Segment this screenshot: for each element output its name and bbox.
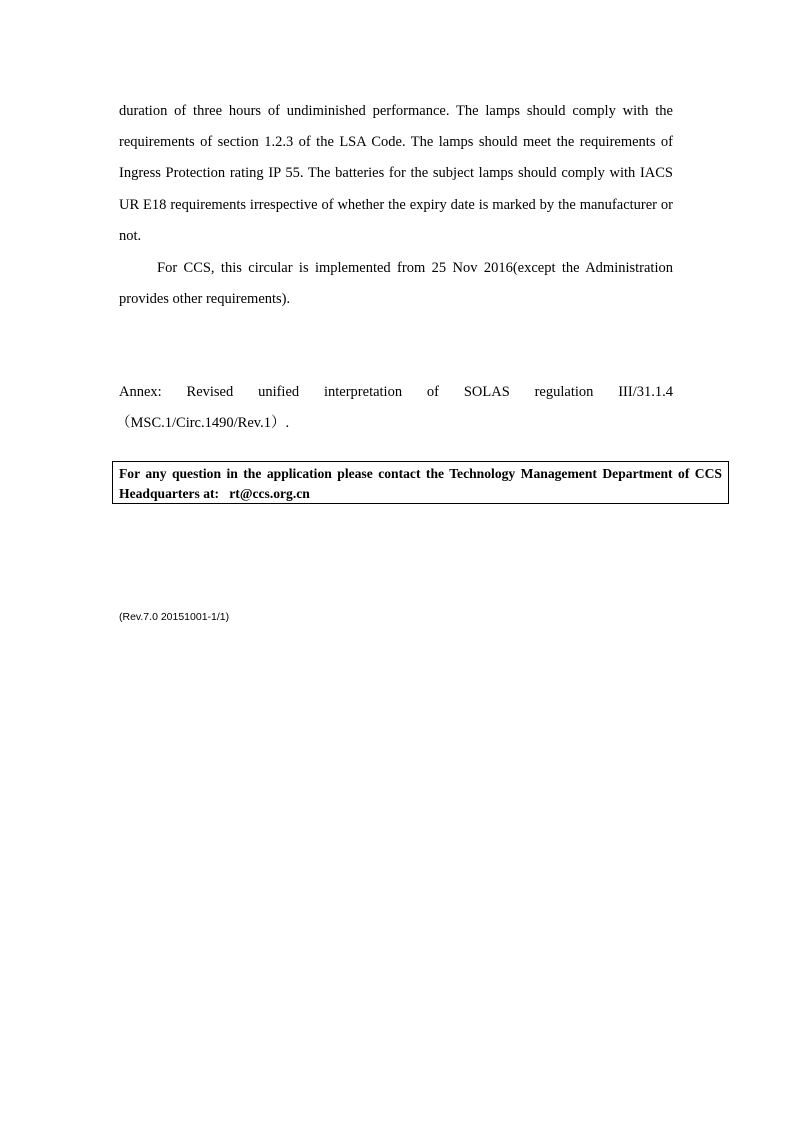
contact-headquarters-line [119, 484, 722, 504]
body-paragraph-2: For CCS, this circular is implemented from 25 Nov 2016(except the Administration provides other requirements). [119, 260, 673, 308]
headquarters-label: Headquarters at: [119, 486, 220, 501]
contact-notice-text: For any question in the application please contact the Technology Management Department of CCS [119, 466, 722, 481]
body-paragraph-1: duration of three hours of undiminished performance. The lamps should comply with the requirements of section 1.2.3 of the LSA Code. The lamps should meet the requirements of Ingress Protection rating IP 55. The batteries for the subject lamps should comply with IACS UR E18 requirements irrespective of whether the expiry date is marked by the manufacturer or not. [119, 103, 673, 244]
annex-reference: （MSC.1/Circ.1490/Rev.1）. [116, 415, 290, 431]
revision-footer: (Rev.7.0 20151001-1/1) [119, 611, 230, 623]
contact-notice-box [112, 461, 729, 504]
contact-email-link[interactable]: rt@ccs.org.cn [229, 486, 310, 501]
annex-title: Annex: Revised unified interpretation of SOLAS regulation III/31.1.4 [119, 384, 673, 400]
